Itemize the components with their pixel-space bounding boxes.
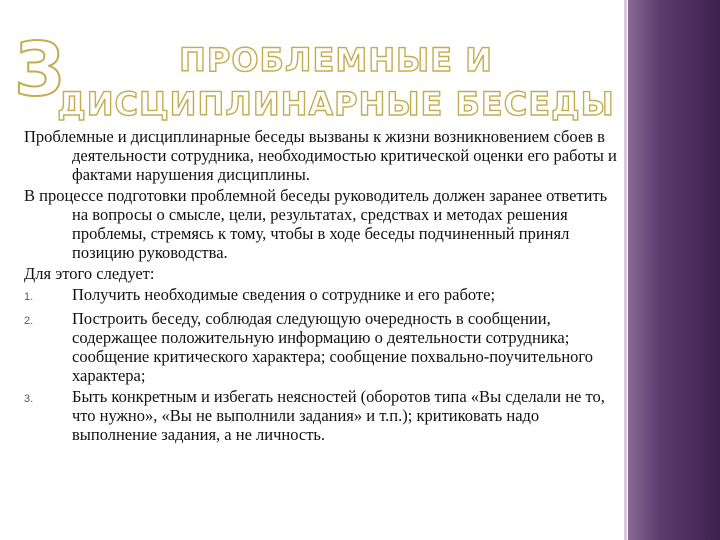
list-text: Построить беседу, соблюдая следующую очередность в сообщении, содержащее положительную информацию о деятельности сотрудника; сообщение критического характера; сообщение похвально-поучительного характера; [72, 309, 594, 385]
slide-title [56, 38, 616, 126]
list-item [24, 387, 620, 444]
list-number: 1. [24, 291, 34, 303]
slide-number: 3 [14, 27, 66, 113]
list-item [24, 309, 620, 385]
list-number: 2. [24, 315, 34, 327]
paragraph: В процессе подготовки проблемной беседы руководитель должен заранее ответить на вопросы о смысле, цели, результатах, средствах и методах решения проблемы, стремясь к тому, чтобы в ходе беседы подчиненный принял позицию руководства. [24, 186, 608, 262]
list-text: Получить необходимые сведения о сотруднике и его работе; [72, 285, 496, 304]
title-line-1: ПРОБЛЕМНЫЕ И [179, 41, 493, 79]
sidebar-stripe [624, 0, 627, 540]
title-line-2: ДИСЦИПЛИНАРНЫЕ БЕСЕДЫ [57, 85, 615, 123]
decorative-sidebar [628, 0, 720, 540]
paragraph: Проблемные и дисциплинарные беседы вызваны к жизни возникновением сбоев в деятельности сотрудника, необходимостью критической оценки его работы и фактами нарушения дисциплины. [24, 127, 617, 184]
list-number: 3. [24, 393, 34, 405]
list-item [24, 285, 620, 307]
paragraph: Для этого следует: [24, 264, 155, 283]
slide-content [24, 127, 620, 446]
list-text: Быть конкретным и избегать неясностей (оборотов типа «Вы сделали не то, что нужно», «Вы не выполнили задания» и т.п.); критиковать надо выполнение задания, а не личность. [72, 387, 605, 444]
